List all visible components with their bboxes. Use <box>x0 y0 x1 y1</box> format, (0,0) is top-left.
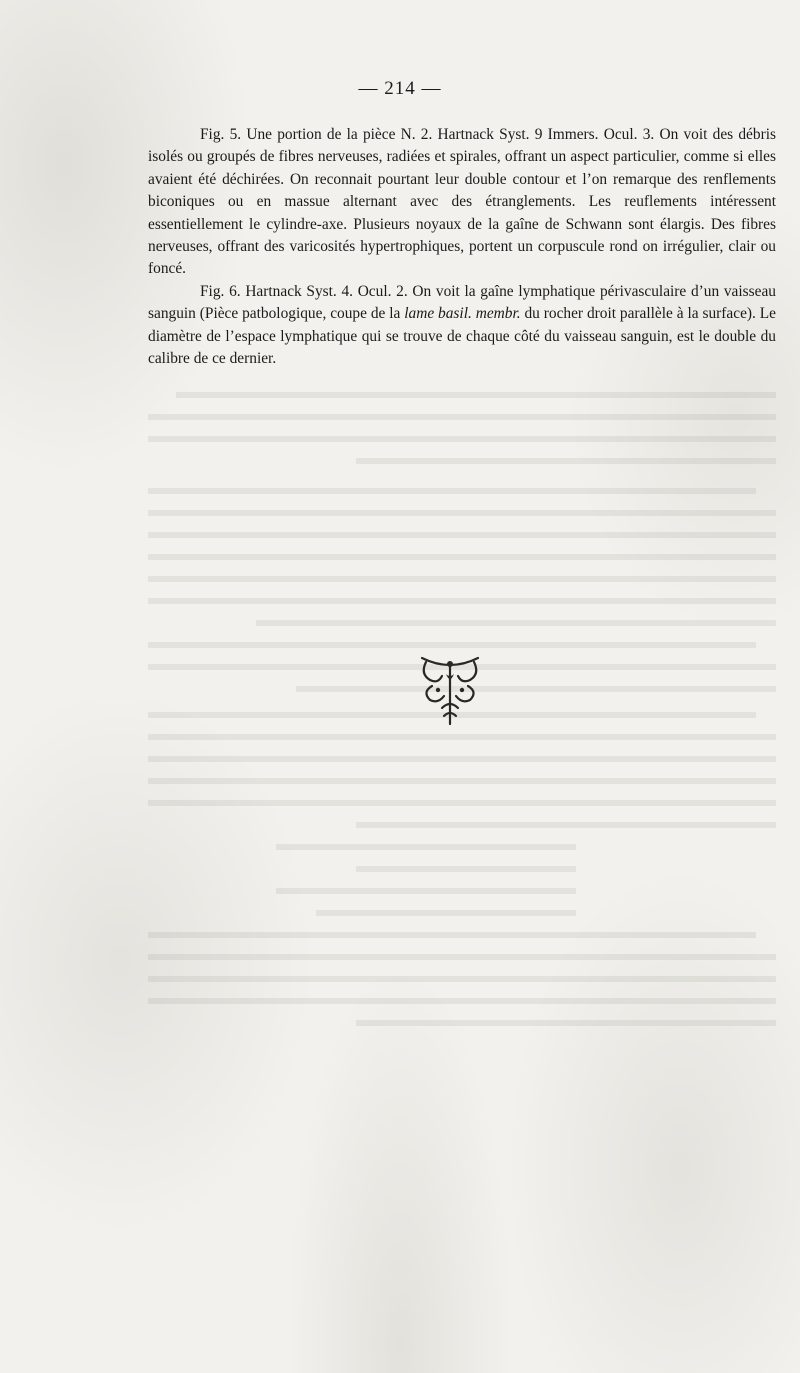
show-through-texture <box>148 392 776 1092</box>
figure-6-label: Fig. 6. <box>200 282 241 300</box>
figure-6-text: Hartnack Syst. 4. Ocul. 2. On voit la gaîne lymphatique périvasculaire d’un vaisseau sanguin (Pièce patbologique, coupe de la <box>148 282 776 323</box>
figure-5-text: Une portion de la pièce N. 2. Hartnack Syst. 9 Immers. Ocul. 3. On voit des débris isolés ou groupés de fibres nerveuses, radiées et spirales, offrant un aspect particulier, comme si elles avaient été déchirées. On reconnait pourtant leur double contour et l’on remarque des renflements biconiques ou en massue alternant avec des étranglements. Les reuflements intéressent essentiellement le cylindre-axe. Plusieurs noyaux de la gaîne de Schwann sont élargis. Des fibres nerveuses, offrant des varicosités hypertrophiques, portent un corpuscule rond on irrégulier, clair ou foncé. <box>148 126 776 278</box>
figure-6-italic-term: lame basil. membr. <box>404 305 521 323</box>
figure-captions <box>148 124 776 370</box>
figure-5-label: Fig. 5. <box>200 126 242 143</box>
figure-5-caption <box>148 124 776 281</box>
figure-6-text-end: du rocher droit parallèle à la surface). Le diamètre de l’espace lymphatique qui se trouve de chaque côté du vaisseau sanguin, est le double du calibre de ce dernier. <box>148 305 776 368</box>
figure-6-caption <box>148 281 776 371</box>
fleuron-ornament-icon <box>412 650 488 726</box>
page-number: — 214 — <box>358 78 442 99</box>
